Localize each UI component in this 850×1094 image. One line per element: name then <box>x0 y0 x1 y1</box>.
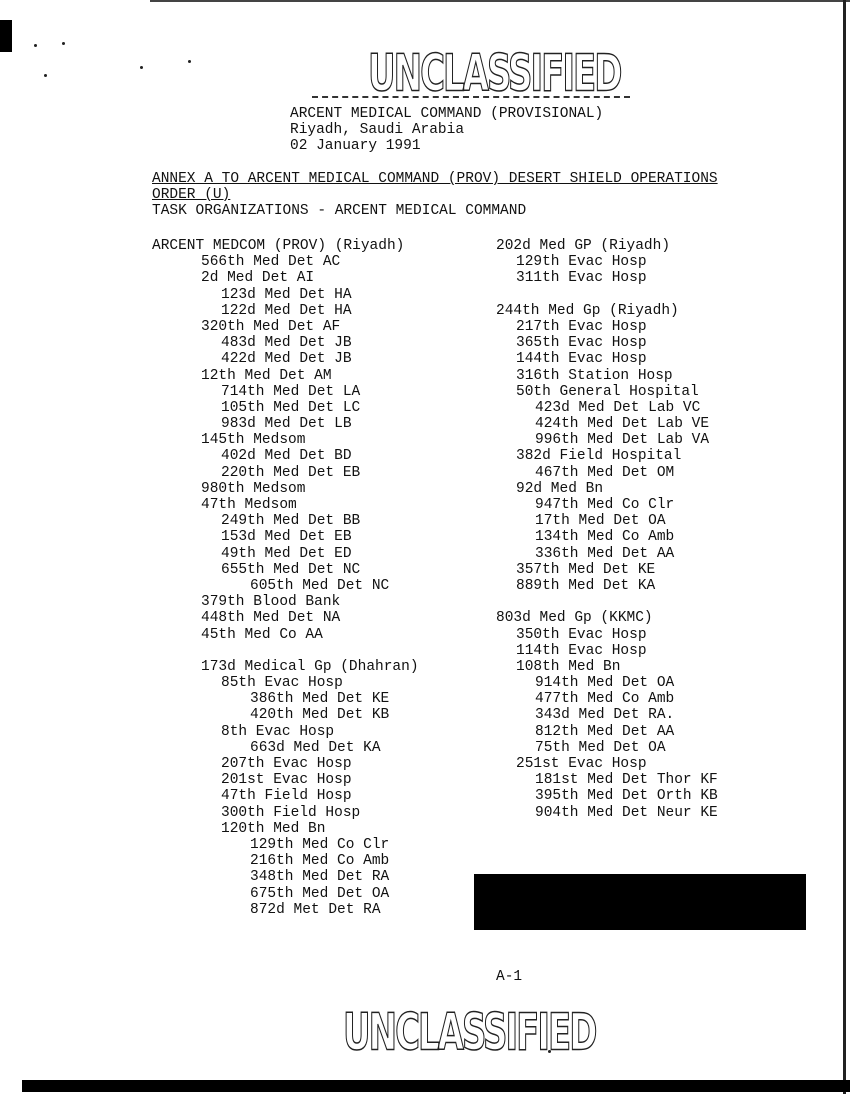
unit-entry: 123d Med Det HA <box>221 286 352 303</box>
unit-entry: 382d Field Hospital <box>516 448 682 465</box>
unit-entry: 350th Evac Hosp <box>516 626 647 643</box>
unit-entry: 75th Med Det OA <box>535 739 666 756</box>
unit-entry: 566th Med Det AC <box>201 254 341 271</box>
unit-entry: 12th Med Det AM <box>201 367 332 384</box>
unit-entry: 207th Evac Hosp <box>221 756 352 772</box>
unit-entry: 144th Evac Hosp <box>516 351 647 368</box>
unit-entry: 244th Med Gp (Riyadh) <box>496 302 679 319</box>
scan-speck <box>140 66 143 69</box>
unit-entry: 348th Med Det RA <box>250 869 390 886</box>
header-command: ARCENT MEDICAL COMMAND (PROVISIONAL) <box>290 106 604 122</box>
unit-entry: 605th Med Det NC <box>250 577 390 594</box>
unit-entry: 201st Evac Hosp <box>221 772 352 789</box>
unit-entry: 8th Evac Hosp <box>221 723 335 740</box>
unit-entry: 675th Med Det OA <box>250 885 390 902</box>
unit-entry: 120th Med Bn <box>221 820 326 837</box>
unit-entry: 249th Med Det BB <box>221 513 361 530</box>
unit-entry: 45th Med Co AA <box>201 626 323 643</box>
annex-title-line1: ANNEX A TO ARCENT MEDICAL COMMAND (PROV) DESERT SHIELD OPERATIONS <box>152 171 718 187</box>
unit-entry: 477th Med Co Amb <box>535 691 675 708</box>
unit-entry: 145th Medsom <box>201 432 306 449</box>
unit-entry: 181st Med Det Thor KF <box>535 772 718 789</box>
unit-entry: 983d Med Det LB <box>221 416 352 433</box>
unit-entry: 47th Medsom <box>201 497 297 513</box>
unit-entry: 483d Med Det JB <box>221 335 352 352</box>
unit-entry: 129th Evac Hosp <box>516 254 647 271</box>
list-spacer <box>496 287 826 303</box>
scan-edge-bottom <box>22 1080 850 1092</box>
unit-entry: 365th Evac Hosp <box>516 335 647 352</box>
unit-entry: 467th Med Det OM <box>535 464 675 481</box>
unit-entry: 85th Evac Hosp <box>221 675 343 692</box>
scan-speck <box>188 60 191 63</box>
unit-entry: 947th Med Co Clr <box>535 497 675 513</box>
unit-entry: 914th Med Det OA <box>535 675 675 692</box>
unit-entry: 336th Med Det AA <box>535 545 675 562</box>
unit-entry: 2d Med Det AI <box>201 270 315 287</box>
unit-entry: 343d Med Det RA. <box>535 707 675 724</box>
annex-title-line2: ORDER (U) <box>152 187 231 203</box>
right-unit-list <box>496 238 826 821</box>
unit-entry: 996th Med Det Lab VA <box>535 432 710 449</box>
page-number: A-1 <box>496 969 523 985</box>
unit-entry: 420th Med Det KB <box>250 707 390 724</box>
unit-entry: 114th Evac Hosp <box>516 642 647 659</box>
unit-entry: 803d Med Gp (KKMC) <box>496 610 653 627</box>
unit-entry: ARCENT MEDCOM (PROV) (Riyadh) <box>152 238 405 254</box>
header-date: 02 January 1991 <box>290 138 421 154</box>
unit-entry: 92d Med Bn <box>516 480 604 497</box>
unit-entry: 357th Med Det KE <box>516 561 656 578</box>
scan-edge-right <box>843 0 846 1094</box>
task-organizations-heading: TASK ORGANIZATIONS - ARCENT MEDICAL COMMAND <box>152 203 527 219</box>
unit-entry: 122d Med Det HA <box>221 302 352 319</box>
list-spacer <box>496 594 826 610</box>
unit-entry: 663d Med Det KA <box>250 739 381 756</box>
unit-entry: 320th Med Det AF <box>201 318 341 335</box>
unit-entry: 395th Med Det Orth KB <box>535 788 718 805</box>
scan-speck <box>44 74 47 77</box>
unit-entry: 423d Med Det Lab VC <box>535 399 701 416</box>
unit-entry: 424th Med Det Lab VE <box>535 416 710 433</box>
unit-entry: 386th Med Det KE <box>250 691 390 708</box>
unit-entry: 980th Medsom <box>201 480 306 497</box>
unit-entry: 49th Med Det ED <box>221 545 352 562</box>
unit-entry: 311th Evac Hosp <box>516 270 647 287</box>
unit-entry: 872d Met Det RA <box>250 901 381 918</box>
scan-speck <box>34 44 37 47</box>
unclassified-stamp-bottom: UNCLASSIFIED <box>343 1003 596 1063</box>
scan-edge-top <box>150 0 850 2</box>
unit-entry: 47th Field Hosp <box>221 788 352 805</box>
unit-entry: 379th Blood Bank <box>201 594 341 611</box>
left-unit-list <box>152 238 482 918</box>
header-location: Riyadh, Saudi Arabia <box>290 122 465 138</box>
unit-entry: 316th Station Hosp <box>516 367 673 384</box>
unit-entry: 108th Med Bn <box>516 658 621 675</box>
unit-entry: 402d Med Det BD <box>221 448 352 465</box>
unit-entry: 217th Evac Hosp <box>516 318 647 335</box>
scan-speck <box>62 42 65 45</box>
unit-entry: 105th Med Det LC <box>221 399 361 416</box>
unit-entry: 173d Medical Gp (Dhahran) <box>201 658 419 675</box>
unit-entry: 714th Med Det LA <box>221 383 361 400</box>
unit-entry: 422d Med Det JB <box>221 351 352 368</box>
unit-entry: 50th General Hospital <box>516 383 699 400</box>
unit-entry: 300th Field Hosp <box>221 804 361 821</box>
unit-entry: 17th Med Det OA <box>535 513 666 530</box>
unit-entry: 153d Med Det EB <box>221 529 352 546</box>
unit-entry: 220th Med Det EB <box>221 464 361 481</box>
unit-entry: 448th Med Det NA <box>201 610 341 627</box>
list-spacer <box>152 643 482 659</box>
unclassified-stamp-top: UNCLASSIFIED <box>368 44 621 104</box>
unit-entry: 129th Med Co Clr <box>250 836 390 853</box>
unit-entry: 202d Med GP (Riyadh) <box>496 238 671 254</box>
unit-entry: 889th Med Det KA <box>516 577 656 594</box>
scan-mark-left <box>0 20 12 52</box>
redaction-block <box>474 874 806 930</box>
unit-entry: 251st Evac Hosp <box>516 756 647 772</box>
unit-entry: 904th Med Det Neur KE <box>535 804 718 821</box>
unit-entry: 134th Med Co Amb <box>535 529 675 546</box>
stamp-dashed-line <box>312 96 630 98</box>
unit-entry: 655th Med Det NC <box>221 561 361 578</box>
unit-entry: 812th Med Det AA <box>535 723 675 740</box>
unit-entry: 216th Med Co Amb <box>250 853 390 870</box>
